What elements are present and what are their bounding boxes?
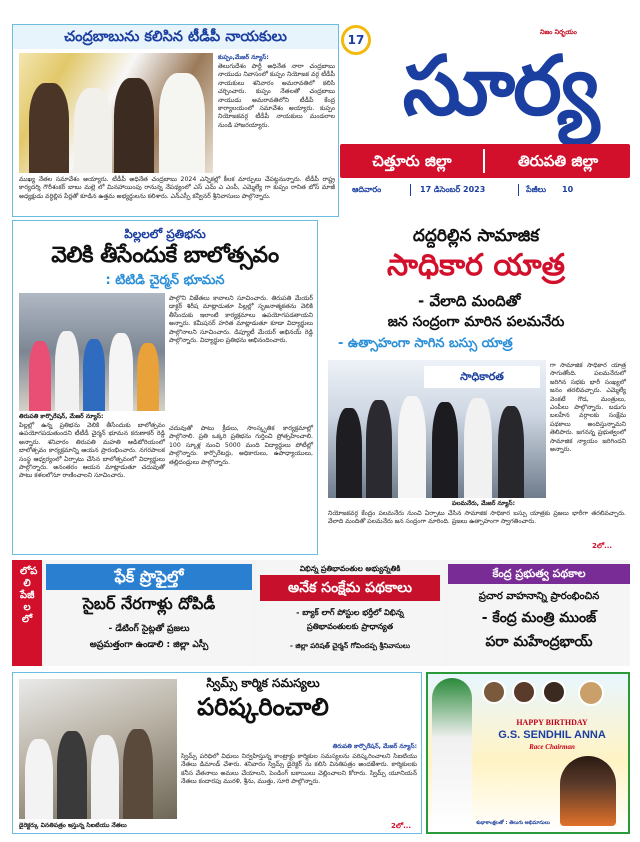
ad-footer: శుభాకాంక్షలతో : తెలుగు అభిమానులు [476,820,550,826]
masthead-day: ఆదివారం [352,185,382,194]
balotsavam-subhead: : టిటిడి చైర్మన్ భూమన [105,273,225,288]
masthead-logo[interactable]: సూర్య [402,38,598,134]
masthead-pages: 10 [562,185,574,194]
yatra-kicker: దద్దరిల్లిన సామాజిక [412,226,540,246]
top-story-byline: కుప్పం,మేజర్ న్యూస్: [218,54,269,61]
promo2-line3: - బ్యాక్ లాగ్ పోస్టుల భర్తీలో విభిన్న [296,608,404,617]
district-left[interactable]: చిత్తూరు జిల్లా [372,152,452,170]
promo1-line3: - డేటింగ్ సైట్లతో ప్రజలు [108,624,190,634]
swims-kicker: స్విమ్స్ కార్మిక సమస్యలు [206,676,320,690]
balotsavam-body-bottom: చదువుతో పాటు క్రీడలు, సాంస్కృతిక కార్యక్రమాల్లో పాల్గొనాలి. ప్రతి ఒక్కరి ప్రతిభను గుర్తించి ప్రోత్సహించాలి. 100 స్కూళ్ల నుంచి 5000 మంది విద్యార్థులు పోటీల్లో పాల్గొన్నారు. కార్పొరేటర్లు, అధికారులు, ఉపాధ్యాయులు, తల్లిదండ్రులు పాల్గొన్నారు. [169,425,313,466]
balotsavam-photo-caption: తిరుపతి కార్పొరేషన్, మేజర్ న్యూస్: [19,413,104,420]
yatra-sub3: - ఉత్సాహంగా సాగిన బస్సు యాత్ర [338,336,513,351]
yatra-body-bottom: నియోజకవర్గ కేంద్రం పలమనేరు నుంచి ఏర్పాటు చేసిన సామాజిక సాధికార బస్సు యాత్రకు ప్రజలు భారీగా తరలివచ్చారు. వేలాది మందితో పలమనేరు జన సంద్రంగా మారింది. ప్రజలు ఉత్సాహంగా స్వాగతించారు. [328,510,626,526]
yatra-headline[interactable]: సాధికార యాత్ర [387,248,565,283]
anniversary-badge [341,25,371,55]
ad-portrait-1 [482,680,506,704]
swims-more-link[interactable]: 2లో... [391,822,412,830]
yatra-sub2: జన సంద్రంగా మారిన పలమనేరు [387,314,565,330]
balotsavam-box [12,220,318,555]
anniversary-number: 17 [347,33,365,47]
swims-photo [19,679,177,819]
swims-box [12,672,422,834]
ad-portrait-main [560,756,616,826]
ad-portrait-3 [542,680,566,704]
promo3-line3: - కేంద్ర మంత్రి ముంజ్ [481,610,597,626]
masthead-red-bar [340,144,630,178]
yatra-section [322,220,630,555]
promo2-line1: విభిన్న ప్రతిభావంతుల అభ్యున్నతికి [299,564,401,573]
swims-body: స్విమ్స్ పరిధిలో విధులు నిర్వహిస్తున్న కాంట్రాక్టు కార్మికుల సమస్యలను పరిష్కరించాలని సిఐటియు నేతలు డిమాండ్ చేశారు. శనివారం స్విమ్స్ డైరెక్టర్ ను కలిసి వినతిపత్రం అందజేశారు. కార్మికులకు కనీస వేతనాలు అమలు చేయాలని, పెండింగ్ బకాయిలు చెల్లించాలని కోరారు. స్విమ్స్ యూనియన్ నేతలు కందారపు మురళి, శ్రీను, ముత్తు, సూరి పాల్గొన్నారు. [181,753,417,786]
yatra-photo [328,360,546,498]
yatra-photo-caption: పలమనేరు, మేజర్ న్యూస్: [452,500,516,507]
swims-headline[interactable]: పరిష్కరించాలి [197,693,329,721]
birthday-ad [426,672,630,834]
top-story-body-right: తెలుగుదేశం పార్టీ అధినేత నారా చంద్రబాబు నాయుడు నివాసంలో కుప్పం నియోజక వర్గ టీడీపీ నాయకులు శనివారం అమరావతిలో కలిసి చర్చించారు. కుప్పం నేతలతో చంద్రబాబు నాయుడు అమరావతిలోని టీడీపీ కేంద్ర కార్యాలయంలో సమావేశం అయ్యారు. కుప్పం నియోజకవర్గ టీడీపీ నాయకులు మండలాల నుండి హాజరయ్యారు. [218,63,335,129]
masthead-pages-label: పేజీలు [526,185,546,194]
ad-portrait-left [432,678,472,828]
swims-photo-caption: డైరెక్టర్కు వినతిపత్రం ఇస్తున్న సిఐటియు నేతలు [19,822,127,829]
promo3-line1: కేంద్ర ప్రభుత్వ పథకాల [492,567,586,580]
balotsavam-kicker: పిల్లలలో ప్రతిభను [124,227,206,241]
promo2-line4: ప్రతిభావంతులకు ప్రాధాన్యత [306,622,394,631]
top-story-photo [19,53,213,173]
masthead-date-line [340,184,630,198]
ad-line2: G.S. SENDHIL ANNA [498,729,606,741]
top-story-body-bottom: ముఖ్య నేతల సమావేశం అయ్యారు. టీడీపీ అధినేత చంద్రబాబు 2024 ఎన్నికల్లో కీలక మార్పులు చేపట్టనున్నారు. టీడీపీ రాష్ట్ర కార్యదర్శి గౌరీశంకర్ బాబు మల్లె లో మినహాయింపు రానున్న నేపథ్యంలో ఎస్ ఎమ్ ఎ ఎంపీ, ఎమ్మెల్యే గా కుప్పం రానిత బోస్ మాజీ అధ్యక్షుడు వర్ధిల్లిన పేర్లతో కూడిన ఉత్తమ అభ్యర్థులను కలిశారు. ఎన్ఎస్సీ కన్వీనర్ శ్రీనివాసులు పాల్గొన్నారు. [19,176,335,200]
ad-portrait-4 [578,680,604,706]
balotsavam-headline[interactable]: వెలికి తీసేందుకే బాలోత్సవం [51,243,279,268]
balotsavam-body-left: పిల్లల్లో ఉన్న ప్రతిభను వెలికి తీసేందుకు బాలోత్సవం ఉపయోగపడుతుందని టీటీడీ చైర్మన్ భూమన కరుణాకర్ రెడ్డి అన్నారు. శనివారం తిరుపతి మహతి ఆడిటోరియంలో బాలోత్సవం కార్యక్రమాన్ని ఆయన ప్రారంభించారు. నగరపాలక సంస్థ ఆధ్వర్యంలో ఏర్పాటు చేసిన బాలోత్సవంలో విద్యార్థులు పాల్గొన్నారు. అనంతరం ఆయన మాట్లాడుతూ చదువుతో పాటు కళలలోనూ రాణించాలని సూచించారు. [19,422,165,480]
balotsavam-body-right: పాల్గొని విజేతలు కావాలని సూచించారు. తిరుపతి మేయర్ డాక్టర్ శిరీష మాట్లాడుతూ పిల్లల్లో సృజనాత్మకతను వెలికి తీసేందుకు ఇలాంటి కార్యక్రమాలు ఉపయోగపడతాయని అన్నారు. కమీషనర్ హరిత మాట్లాడుతూ కూడా విద్యార్థులు పాల్గొనాలని సూచించారు. డిప్యూటీ మేయర్ అభినయ్ రెడ్డి పాల్గొన్నారు. విద్యార్థుల ప్రతిభను అభినందించారు. [169,295,313,345]
ad-line3: Race Chairman [529,743,575,751]
inner-pages-side-label [12,560,42,666]
masthead-date: 17 డిసెంబర్ 2023 [420,185,486,194]
promo2-line2: అనేక సంక్షేమ పథకాలు [288,580,412,596]
balotsavam-photo [19,293,165,411]
ad-line1: HAPPY BIRTHDAY [516,718,588,727]
yatra-photo-banner: సాధికారత [424,366,540,388]
district-right[interactable]: తిరుపతి జిల్లా [517,152,599,170]
yatra-sub1: - వేలాది మందితో [418,292,521,310]
inner-pages-strip [12,560,630,666]
masthead [340,24,630,217]
swims-byline: తిరుపతి కార్పొరేషన్, మేజర్ న్యూస్: [332,743,417,750]
top-story-headline-bar [13,25,338,49]
yatra-more-link[interactable]: 2లో... [592,542,613,550]
top-story-headline[interactable]: చంద్రబాబును కలిసిన టీడీపీ నాయకులు [64,29,287,45]
promo1-line2: సైబర్ నేరగాళ్లు దోపిడీ [82,594,216,613]
promo-fake-profile[interactable] [46,560,252,666]
yatra-body-right: గా సామాజిక సాధికార యాత్ర సాగుతోంది. పలమనేరులో జరిగిన సభకు భారీ సంఖ్యలో జనం తరలివచ్చారు. ఎమ్మెల్యే వెంకటే గౌడ, మంత్రులు, ఎంపీలు పాల్గొన్నారు. బడుగు బలహీన వర్గాలకు సంక్షేమ పథకాలు అందిస్తున్నామని తెలిపారు. జగనన్న ప్రభుత్వంలో సామాజిక న్యాయం జరిగిందని అన్నారు. [550,362,626,454]
ad-portrait-2 [512,680,536,704]
masthead-tagline: నిజం నిర్భయం [540,28,577,36]
promo1-line4: అప్రమత్తంగా ఉండాలి : జిల్లా ఎస్పీ [89,640,209,650]
promo3-line2: ప్రచార వాహనాన్ని ప్రారంభించిన [478,591,600,602]
top-story-box [12,24,339,217]
promo-welfare-schemes[interactable] [256,560,444,666]
promo2-line5: - జిల్లా పరిషత్ చైర్మన్ గోవిందప్ప శ్రీనివాసులు [289,642,411,650]
promo3-line4: పరా మహేంద్రభాయ్ [485,634,593,650]
promo-central-schemes[interactable] [448,560,630,666]
promo1-line1: ఫేక్ ప్రొఫైల్తో [114,567,184,586]
inner-pages-side-text: లోపలి పేజీలలో [20,566,38,625]
